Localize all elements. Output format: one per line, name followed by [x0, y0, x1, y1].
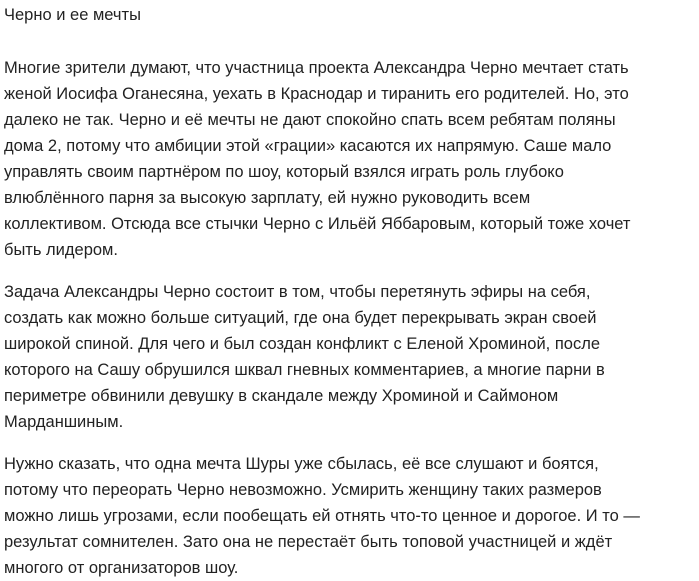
paragraph-line: многого от организаторов шоу. — [4, 559, 239, 577]
paragraph-line: Задача Александры Черно состоит в том, чтобы перетянуть эфиры на себя, — [4, 283, 591, 301]
paragraph-line: создать как можно больше ситуаций, где она будет перекрывать экран своей — [4, 309, 597, 327]
paragraph-line: широкой спиной. Для чего и был создан конфликт с Еленой Хроминой, после — [4, 335, 601, 353]
paragraph-line: дома 2, потому что амбиции этой «грации» касаются их напрямую. Саше мало — [4, 137, 612, 155]
paragraph-line: Марданшиным. — [4, 413, 124, 431]
paragraph-line: коллективом. Отсюда все стычки Черно с Ильёй Яббаровым, который тоже хочет — [4, 215, 631, 233]
paragraph-line: влюблённого парня за высокую зарплату, ей нужно руководить всем — [4, 189, 531, 207]
paragraph-line: которого на Сашу обрушился шквал гневных комментариев, а многие парни в — [4, 361, 605, 379]
article-paragraph-2 — [4, 279, 605, 435]
paragraph-line: Многие зрители думают, что участница проекта Александра Черно мечтает стать — [4, 59, 629, 77]
paragraph-line: Нужно сказать, что одна мечта Шуры уже сбылась, её все слушают и боятся, — [4, 455, 599, 473]
paragraph-line: женой Иосифа Оганесяна, уехать в Краснодар и тиранить его родителей. Но, это — [4, 85, 629, 103]
article-paragraph-3 — [4, 451, 640, 581]
article-paragraph-1 — [4, 55, 630, 263]
article-title: Черно и ее мечты — [4, 6, 141, 24]
paragraph-line: периметре обвинили девушку в скандале между Хроминой и Саймоном — [4, 387, 559, 405]
paragraph-line: далеко не так. Черно и её мечты не дают спокойно спать всем ребятам поляны — [4, 111, 616, 129]
paragraph-line: можно лишь угрозами, если пообещать ей отнять что-то ценное и дорогое. И то — — [4, 507, 640, 525]
paragraph-line: быть лидером. — [4, 241, 118, 259]
paragraph-line: управлять своим партнёром по шоу, который взялся играть роль глубоко — [4, 163, 564, 181]
paragraph-line: результат сомнителен. Зато она не перестаёт быть топовой участницей и ждёт — [4, 533, 613, 551]
paragraph-line: потому что переорать Черно невозможно. Усмирить женщину таких размеров — [4, 481, 602, 499]
